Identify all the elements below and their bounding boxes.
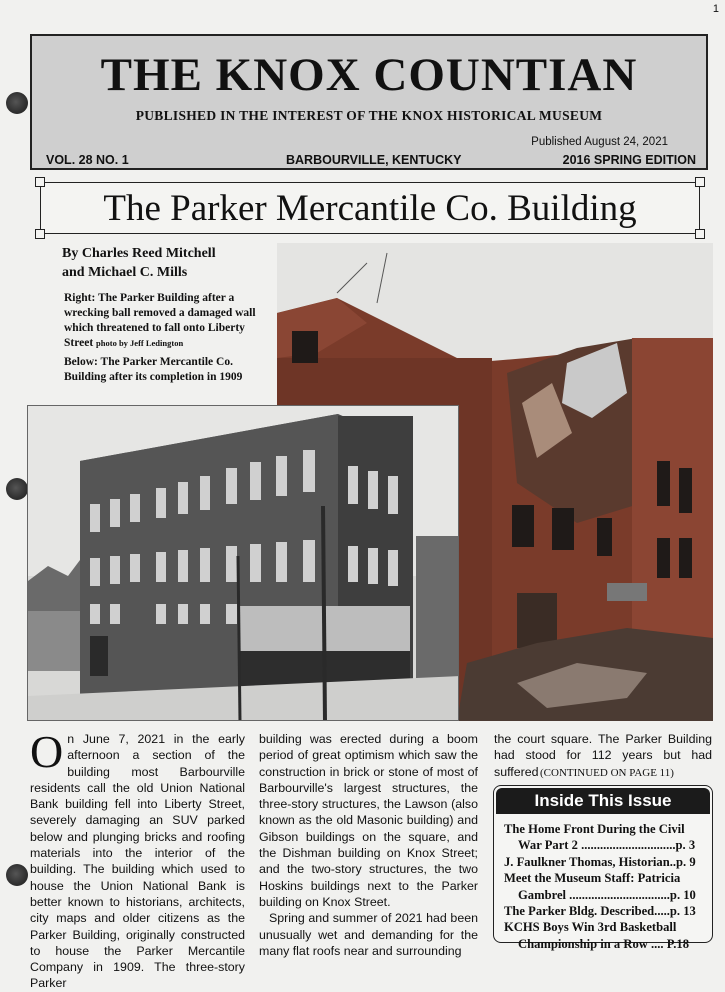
toc-item-line: War Part 2 ..............................p. 3 — [518, 838, 696, 853]
caption-right-photo — [64, 291, 264, 351]
article-text: the court square. The Parker Building had stood for 112 years but had suffered — [494, 732, 712, 779]
headline-frame — [40, 182, 700, 234]
byline — [62, 244, 216, 282]
toc-item-line: The Parker Bldg. Described.....p. 13 — [504, 904, 696, 919]
frame-ornament — [35, 177, 45, 187]
frame-ornament — [695, 229, 705, 239]
article-paragraph: Spring and summer of 2021 had been unusually wet and demanding for the many flat roofs near and surrounding — [259, 911, 478, 958]
toc-item — [504, 919, 704, 952]
toc-item — [504, 870, 704, 903]
photo-credit: photo by Jeff Ledington — [96, 338, 184, 348]
newsletter-subtitle: PUBLISHED IN THE INTEREST OF THE KNOX HISTORICAL MUSEUM — [135, 108, 603, 123]
newsletter-title: THE KNOX COUNTIAN — [100, 49, 638, 101]
toc-item-line: Championship in a Row .... P.18 — [518, 936, 689, 951]
continued-note: (CONTINUED ON PAGE 11) — [540, 767, 674, 779]
toc-item — [504, 903, 704, 919]
toc-list — [504, 821, 704, 952]
caption-below-photo: Below: The Parker Mercantile Co. Building after its completion in 1909 — [64, 356, 243, 383]
article-column-1 — [30, 726, 245, 992]
frame-ornament — [35, 229, 45, 239]
toc-item-line: KCHS Boys Win 3rd Basketball — [504, 920, 677, 935]
inside-this-issue-title: Inside This Issue — [496, 788, 710, 814]
drop-cap: O — [30, 726, 64, 777]
article-headline: The Parker Mercantile Co. Building — [103, 188, 637, 229]
toc-item — [504, 854, 704, 870]
article-column-2 — [259, 731, 478, 959]
volume-number: VOL. 28 NO. 1 — [46, 153, 129, 167]
published-date: Published August 24, 2021 — [531, 136, 668, 148]
toc-item-line: J. Faulkner Thomas, Historian..p. 9 — [504, 854, 696, 869]
article-text: n June 7, 2021 in the early afternoon a section of the building most Barbourville residents call the old Union National Bank building fell into Liberty Street, severely damaging an SUV parked below and plunging bricks and roofing materials into the interior of the building. The building which used to house the Union National Bank is better known to historians, architects, city maps and older citizens as the Parker Building, originally constructed to house the Parker Mercantile Company in 1909. The three-story Parker — [30, 732, 245, 991]
byline-line: and Michael C. Mills — [62, 265, 188, 280]
page-number: 1 — [712, 3, 719, 15]
masthead — [30, 34, 708, 170]
toc-item-line: Meet the Museum Staff: Patricia — [504, 871, 681, 886]
punch-hole — [6, 864, 28, 886]
caption-text: Right: The Parker Building after a wrecking ball removed a damaged wall which threatened to fall onto Liberty Street — [64, 292, 256, 349]
punch-hole — [6, 92, 28, 114]
inside-this-issue-box — [493, 785, 713, 951]
frame-ornament — [695, 177, 705, 187]
punch-hole — [6, 478, 28, 500]
toc-item — [504, 821, 704, 854]
byline-line: By Charles Reed Mitchell — [62, 246, 216, 261]
toc-item-line: The Home Front During the Civil — [504, 822, 685, 836]
toc-item-line: Gambrel ................................p. 10 — [518, 887, 696, 902]
historic-photo — [27, 405, 459, 721]
location: BARBOURVILLE, KENTUCKY — [286, 153, 462, 167]
article-paragraph: building was erected during a boom period of great optimism which saw the construction in brick or stone of most of Barbourville's largest structures, the three-story structures, the Lawson (also known as the old Masonic building) and Gibson buildings on the square, and the Dishman building on Knox Street; and the two-story structures, the two Hoskins buildings next to the Parker building on Knox Street. — [259, 732, 478, 909]
edition: 2016 SPRING EDITION — [562, 153, 696, 167]
